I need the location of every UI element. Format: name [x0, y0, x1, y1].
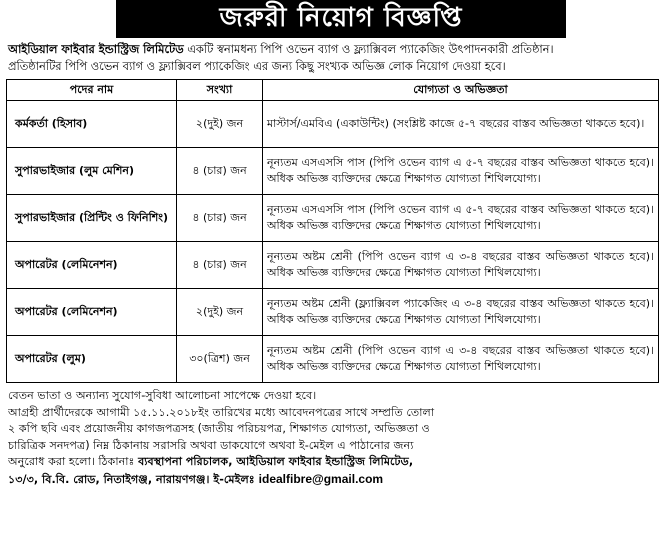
- post-qualification: নূন্যতম অষ্টম শ্রেনী (পিপি ওভেন ব্যাগ এ ৩-৪ বছরের বাস্তব অভিজ্ঞতা থাকতে হবে)। অধিক অভিজ্ঞ ব্যক্তিদের ক্ষেত্রে শিক্ষাগত যোগ্যতা শিথিলযোগ্য।: [263, 242, 659, 289]
- table-row: [7, 336, 659, 383]
- header-qualification: যোগ্যতা ও অভিজ্ঞতা: [263, 80, 659, 101]
- post-qualification: নূন্যতম অষ্টম শ্রেনী (ফ্ল্যাক্সিবল প্যাকেজিং এ ৩-৪ বছরের বাস্তব অভিজ্ঞতা থাকতে হবে)। অধিক অভিজ্ঞ ব্যক্তিদের ক্ষেত্রে শিক্ষাগত যোগ্যতা শিথিলযোগ্য।: [263, 289, 659, 336]
- post-name: সুপারভাইজার (লুম মেশিন): [7, 148, 177, 195]
- post-name: সুপারভাইজার (প্রিন্টিং ও ফিনিশিং): [7, 195, 177, 242]
- address-location: ১৩/৩, বি.বি. রোড, নিতাইগঞ্জ, নারায়ণগঞ্জ। ই-মেইলঃ: [8, 472, 259, 486]
- address-line: [8, 471, 663, 489]
- post-qualification: নূন্যতম এসএসসি পাস (পিপি ওভেন ব্যাগ এ ৫-৭ বছরের বাস্তব অভিজ্ঞতা থাকতে হবে)। অধিক অভিজ্ঞ ব্যক্তিদের ক্ষেত্রে শিক্ষাগত যোগ্যতা শিথিলযোগ্য।: [263, 195, 659, 242]
- header-post: পদের নাম: [7, 80, 177, 101]
- post-qualification: নূন্যতম অষ্টম শ্রেনী (পিপি ওভেন ব্যাগ এ ৩-৪ বছরের বাস্তব অভিজ্ঞতা থাকতে হবে)। অধিক অভিজ্ঞ ব্যক্তিদের ক্ষেত্রে শিক্ষাগত যোগ্যতা শিথিলযোগ্য।: [263, 336, 659, 383]
- address-line: [8, 454, 663, 471]
- table-row: [7, 148, 659, 195]
- intro-line1: একটি স্বনামধন্য পিপি ওভেন ব্যাগ ও ফ্ল্যাক্সিবল প্যাকেজিং উৎপাদনকারী প্রতিষ্ঠান।: [183, 42, 554, 56]
- post-count: ৪ (চার) জন: [177, 195, 263, 242]
- address-intro: অনুরোধ করা হলো। ঠিকানাঃ: [8, 455, 139, 468]
- intro-line2: প্রতিষ্ঠানটির পিপি ওভেন ব্যাগ ও ফ্ল্যাক্সিবল প্যাকেজিং এর জন্য কিছু সংখ্যক অভিজ্ঞ লোক নিয়োগ দেওয়া হবে।: [8, 59, 506, 73]
- table-row: [7, 242, 659, 289]
- email-link[interactable]: idealfibre@gmail.com: [258, 471, 384, 486]
- post-name: অপারেটর (লুম): [7, 336, 177, 383]
- post-count: ২(দুই) জন: [177, 101, 263, 148]
- table-row: [7, 195, 659, 242]
- post-count: ৩০(ত্রিশ) জন: [177, 336, 263, 383]
- post-count: ৪ (চার) জন: [177, 242, 263, 289]
- intro-text: [6, 41, 663, 75]
- header-count: সংখ্যা: [177, 80, 263, 101]
- post-count: ২(দুই) জন: [177, 289, 263, 336]
- post-qualification: মাস্টার্স/এমবিএ (একাউন্টিং) (সংশ্লিষ্ট কাজে ৫-৭ বছরের বাস্তব অভিজ্ঞতা থাকতে হবে)।: [263, 101, 659, 148]
- salary-note: বেতন ভাতা ও অন্যান্য সুযোগ-সুবিধা আলোচনা সাপেক্ষে দেওয়া হবে।: [8, 389, 317, 402]
- application-instructions: [6, 388, 663, 488]
- instruction-line: ২ কপি ছবি এবং প্রয়োজনীয় কাগজপত্রসহ (জাতীয় পরিচয়পত্র, শিক্ষাগত যোগ্যতা, অভিজ্ঞতা ও: [8, 422, 430, 435]
- table-row: [7, 101, 659, 148]
- instruction-line: চারিত্রিক সনদপত্র) নিম্ন ঠিকানায় সরাসরি অথবা ডাকযোগে অথবা ই-মেইল এ পাঠানোর জন্য: [8, 438, 414, 452]
- page-title: জরুরী নিয়োগ বিজ্ঞপ্তি: [116, 0, 566, 38]
- address-recipient: ব্যবস্থাপনা পরিচালক, আইডিয়াল ফাইবার ইন্ডাস্ট্রিজ লিমিটেড,: [138, 455, 414, 468]
- company-name: আইডিয়াল ফাইবার ইন্ডাস্ট্রিজ লিমিটেড: [8, 42, 184, 56]
- table-row: [7, 289, 659, 336]
- table-header-row: [7, 80, 659, 101]
- post-name: কর্মকর্তা (হিসাব): [7, 101, 177, 148]
- post-count: ৪ (চার) জন: [177, 148, 263, 195]
- post-name: অপারেটর (লেমিনেশন): [7, 242, 177, 289]
- instruction-line: আগ্রহী প্রার্থীদেরকে আগামী ১৫.১১.২০১৮ইং তারিখের মধ্যে আবেদনপত্রের সাথে সম্প্রতি তোলা: [8, 405, 435, 419]
- post-qualification: নূন্যতম এসএসসি পাস (পিপি ওভেন ব্যাগ এ ৫-৭ বছরের বাস্তব অভিজ্ঞতা থাকতে হবে)। অধিক অভিজ্ঞ ব্যক্তিদের ক্ষেত্রে শিক্ষাগত যোগ্যতা শিথিলযোগ্য।: [263, 148, 659, 195]
- post-name: অপারেটর (লেমিনেশন): [7, 289, 177, 336]
- vacancy-table: [6, 79, 659, 383]
